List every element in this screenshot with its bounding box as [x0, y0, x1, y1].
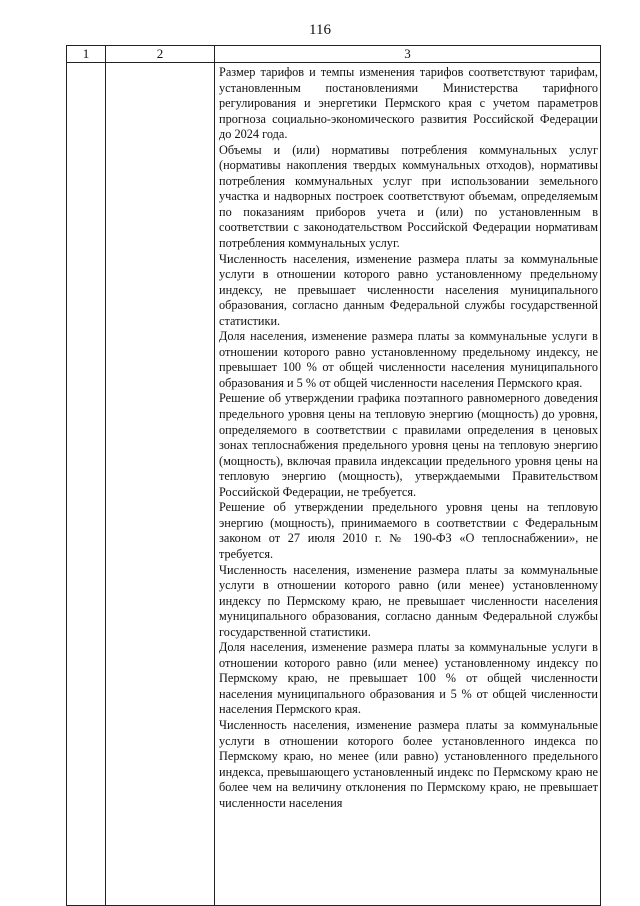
column-1-cell [67, 63, 106, 906]
column-3-cell [215, 63, 601, 906]
paragraph-population-above-regional-index: Численность населения, изменение размера платы за коммунальные услуги в отношении которого более установленного индекса по Пермскому краю, но менее (или равно) установленного предельного индекса, превышающего установленный индекс по Пермскому краю не более чем на величину отклонения по Пермскому краю, не превышает численности населения [219, 717, 598, 810]
paragraph-population-at-regional-index: Численность населения, изменение размера платы за коммунальные услуги в отношении которого равно (или менее) установленному индексу по Пермскому краю, не превышает численности населения муниципального образования, согласно данным Федеральной службы государственной статистики. [219, 562, 598, 639]
paragraph-consumption-volumes: Объемы и (или) нормативы потребления коммунальных услуг (нормативы накопления твердых коммунальных отходов), нормативы потребления коммунальных услуг при использовании земельного участка и надворных построек соответствуют объемам, определяемым по показаниям приборов учета и (или) по установленным в соответствии с законодательством Российской Федерации нормативам потребления коммунальных услуг. [219, 142, 598, 251]
column-2-cell [106, 63, 215, 906]
paragraph-tariff-size: Размер тарифов и темпы изменения тарифов соответствуют тарифам, установленным постановлениями Министерства тарифного регулирования и энергетики Пермского края с учетом параметров прогноза социально-экономического развития Российской Федерации до 2024 года. [219, 65, 598, 142]
column-header-2: 2 [106, 46, 215, 63]
column-header-1: 1 [67, 46, 106, 63]
page-number: 116 [309, 22, 331, 38]
table-row [67, 63, 601, 906]
column-header-3: 3 [215, 46, 601, 63]
paragraph-population-share-at-regional-index: Доля населения, изменение размера платы за коммунальные услуги в отношении которого равно (или менее) установленному индексу по Пермскому краю, не превышает 100 % от общей численности населения муниципального образования и 5 % от общей численности населения Пермского края. [219, 640, 598, 717]
paragraph-population-at-limit-index: Численность населения, изменение размера платы за коммунальные услуги в отношении которого равно установленному предельному индексу, не превышает численности населения муниципального образования, согласно данным Федеральной службы государственной статистики. [219, 251, 598, 328]
paragraph-population-share-at-limit-index: Доля населения, изменение размера платы за коммунальные услуги в отношении которого равно установленному предельному индексу, не превышает 100 % от общей численности населения муниципального образования и 5 % от общей численности населения Пермского края. [219, 329, 598, 390]
table-header-row [67, 46, 601, 63]
document-table [66, 45, 601, 906]
paragraph-heat-price-limit: Решение об утверждении предельного уровня цены на тепловую энергию (мощность), принимаемого в соответствии с Федеральным законом от 27 июля 2010 г. № 190-ФЗ «О теплоснабжении», не требуется. [219, 500, 598, 561]
paragraph-heat-price-schedule: Решение об утверждении графика поэтапного равномерного доведения предельного уровня цены на тепловую энергию (мощность) до уровня, определяемого в соответствии с правилами определения в ценовых зонах теплоснабжения предельного уровня цены на тепловую энергию (мощность), включая правила индексации предельного уровня цены на тепловую энергию (мощность), утверждаемыми Правительством Российской Федерации, не требуется. [219, 391, 598, 499]
